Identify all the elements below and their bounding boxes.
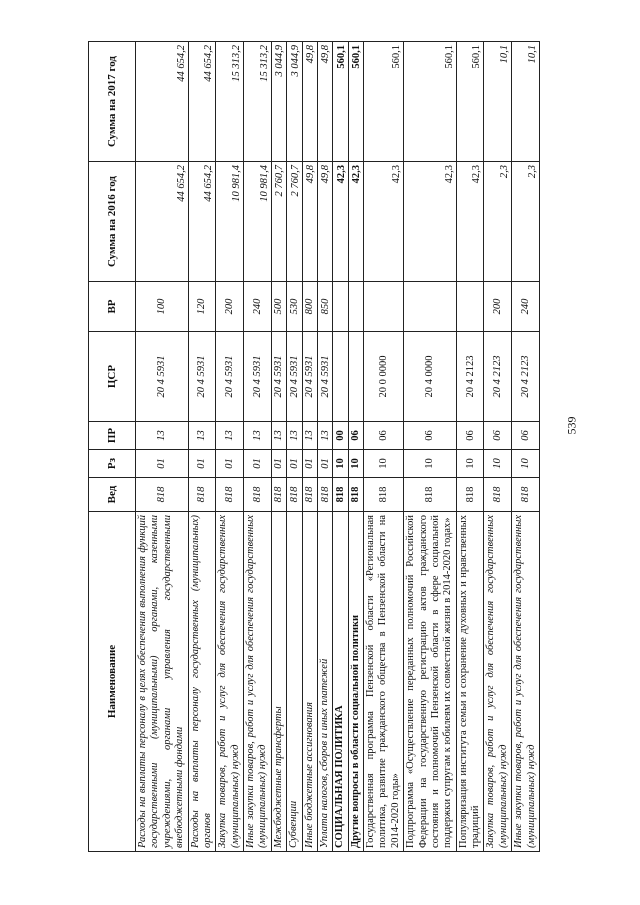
cell-vr: 530: [287, 282, 302, 332]
cell-vr: [333, 282, 348, 332]
cell-sum-2016: 49,8: [302, 162, 317, 282]
table-row: [287, 42, 302, 852]
cell-sum-2016: 10 981,4: [244, 162, 272, 282]
cell-name: Государственная программа Пензенской области «Региональная политика, развитие гражданского общества в Пензенской области на 2014-2020 годы»: [364, 512, 404, 852]
table-row: [484, 42, 512, 852]
cell-sum-2017: 560,1: [333, 42, 348, 162]
cell-sum-2016: 42,3: [404, 162, 457, 282]
cell-name: Иные закупки товаров, работ и услуг для обеспечения государственных (муниципальных) нужд: [244, 512, 272, 852]
cell-rz: 01: [188, 450, 216, 478]
cell-sum-2017: 10,1: [512, 42, 540, 162]
cell-pr: 13: [136, 422, 189, 450]
cell-sum-2016: 2,3: [484, 162, 512, 282]
cell-sum-2016: 2 760,7: [271, 162, 286, 282]
cell-sum-2017: 44 654,2: [188, 42, 216, 162]
cell-sum-2016: 42,3: [333, 162, 348, 282]
cell-csr: 20 0 0000: [364, 332, 404, 422]
cell-vr: 200: [484, 282, 512, 332]
header-pr: ПР: [89, 422, 136, 450]
cell-rz: 10: [456, 450, 484, 478]
cell-name: Популяризация института семьи и сохранение духовных и нравственных традиций: [456, 512, 484, 852]
cell-rz: 01: [136, 450, 189, 478]
table-row: [404, 42, 457, 852]
table-header-row: [89, 42, 136, 852]
cell-csr: 20 4 5931: [244, 332, 272, 422]
cell-sum-2017: 560,1: [364, 42, 404, 162]
cell-rz: 01: [287, 450, 302, 478]
cell-ved: 818: [317, 478, 332, 512]
cell-sum-2017: 15 313,2: [216, 42, 244, 162]
cell-csr: 20 4 5931: [287, 332, 302, 422]
cell-pr: 06: [404, 422, 457, 450]
header-sum-2016: Сумма на 2016 год: [89, 162, 136, 282]
cell-sum-2017: 3 044,9: [271, 42, 286, 162]
table-row: [348, 42, 363, 852]
cell-rz: 01: [271, 450, 286, 478]
cell-vr: 120: [188, 282, 216, 332]
cell-ved: 818: [188, 478, 216, 512]
cell-pr: 06: [364, 422, 404, 450]
cell-sum-2016: 42,3: [348, 162, 363, 282]
cell-ved: 818: [302, 478, 317, 512]
cell-name: Субвенции: [287, 512, 302, 852]
cell-pr: 00: [333, 422, 348, 450]
cell-pr: 13: [216, 422, 244, 450]
cell-csr: 20 4 5931: [216, 332, 244, 422]
cell-sum-2017: 49,8: [317, 42, 332, 162]
cell-vr: 850: [317, 282, 332, 332]
cell-name: Другие вопросы в области социальной политики: [348, 512, 363, 852]
table-row: [271, 42, 286, 852]
cell-vr: 200: [216, 282, 244, 332]
cell-sum-2016: 49,8: [317, 162, 332, 282]
table-row: [244, 42, 272, 852]
cell-pr: 06: [484, 422, 512, 450]
cell-name: Уплата налогов, сборов и иных платежей: [317, 512, 332, 852]
cell-ved: 818: [333, 478, 348, 512]
cell-pr: 06: [512, 422, 540, 450]
cell-vr: [364, 282, 404, 332]
cell-sum-2017: 10,1: [484, 42, 512, 162]
cell-pr: 13: [287, 422, 302, 450]
cell-name: Расходы на выплаты персоналу государственных (муниципальных) органов: [188, 512, 216, 852]
cell-sum-2016: 42,3: [364, 162, 404, 282]
cell-pr: 13: [317, 422, 332, 450]
cell-ved: 818: [216, 478, 244, 512]
table-row: [136, 42, 189, 852]
table-row: [364, 42, 404, 852]
cell-csr: 20 4 5931: [188, 332, 216, 422]
cell-vr: 800: [302, 282, 317, 332]
cell-ved: 818: [287, 478, 302, 512]
cell-vr: 100: [136, 282, 189, 332]
cell-rz: 10: [348, 450, 363, 478]
cell-vr: 240: [244, 282, 272, 332]
cell-csr: [348, 332, 363, 422]
cell-ved: 818: [244, 478, 272, 512]
cell-name: Подпрограмма «Осуществление переданных полномочий Российской Федерации на государственную регистрацию актов гражданского состояния и полномочий Пензенской области в сфере социальной поддержки супругам к юбилеям их совместной жизни в 2014-2020 годах»: [404, 512, 457, 852]
cell-rz: 10: [404, 450, 457, 478]
cell-ved: 818: [136, 478, 189, 512]
cell-csr: 20 4 2123: [512, 332, 540, 422]
cell-ved: 818: [512, 478, 540, 512]
cell-ved: 818: [364, 478, 404, 512]
cell-sum-2017: 15 313,2: [244, 42, 272, 162]
table-body: [136, 42, 540, 852]
cell-pr: 06: [456, 422, 484, 450]
table-row: [512, 42, 540, 852]
table-row: [456, 42, 484, 852]
cell-rz: 01: [244, 450, 272, 478]
table-row: [317, 42, 332, 852]
cell-ved: 818: [456, 478, 484, 512]
cell-rz: 10: [364, 450, 404, 478]
cell-sum-2017: 560,1: [456, 42, 484, 162]
cell-pr: 06: [348, 422, 363, 450]
cell-sum-2017: 44 654,2: [136, 42, 189, 162]
cell-csr: 20 4 5931: [136, 332, 189, 422]
cell-rz: 01: [216, 450, 244, 478]
cell-ved: 818: [404, 478, 457, 512]
cell-pr: 13: [302, 422, 317, 450]
cell-csr: 20 4 0000: [404, 332, 457, 422]
cell-csr: 20 4 5931: [271, 332, 286, 422]
cell-rz: 10: [333, 450, 348, 478]
cell-rz: 10: [484, 450, 512, 478]
table-row: [216, 42, 244, 852]
cell-csr: [333, 332, 348, 422]
cell-sum-2017: 49,8: [302, 42, 317, 162]
cell-sum-2016: 10 981,4: [216, 162, 244, 282]
cell-csr: 20 4 5931: [302, 332, 317, 422]
cell-ved: 818: [271, 478, 286, 512]
cell-pr: 13: [244, 422, 272, 450]
cell-vr: 500: [271, 282, 286, 332]
cell-name: Иные бюджетные ассигнования: [302, 512, 317, 852]
cell-ved: 818: [348, 478, 363, 512]
cell-vr: 240: [512, 282, 540, 332]
cell-pr: 13: [271, 422, 286, 450]
cell-name: Расходы на выплаты персоналу в целях обеспечения выполнения функций государственными (муниципальными) органами, казенными учреждениями, органами управления государственными внебюджетными фондами: [136, 512, 189, 852]
cell-vr: [348, 282, 363, 332]
cell-pr: 13: [188, 422, 216, 450]
cell-name: Закупка товаров, работ и услуг для обеспечения государственных (муниципальных) нужд: [216, 512, 244, 852]
cell-sum-2016: 42,3: [456, 162, 484, 282]
cell-sum-2016: 2,3: [512, 162, 540, 282]
cell-sum-2017: 560,1: [404, 42, 457, 162]
header-name: Наименование: [89, 512, 136, 852]
table-row: [333, 42, 348, 852]
header-vr: ВР: [89, 282, 136, 332]
header-ved: Вед: [89, 478, 136, 512]
header-rz: Рз: [89, 450, 136, 478]
cell-vr: [404, 282, 457, 332]
cell-name: Закупка товаров, работ и услуг для обеспечения государственных (муниципальных) нужд: [484, 512, 512, 852]
cell-sum-2017: 560,1: [348, 42, 363, 162]
cell-rz: 01: [317, 450, 332, 478]
cell-sum-2016: 44 654,2: [136, 162, 189, 282]
header-sum-2017: Сумма на 2017 год: [89, 42, 136, 162]
cell-rz: 10: [512, 450, 540, 478]
cell-csr: 20 4 2123: [456, 332, 484, 422]
table-row: [188, 42, 216, 852]
cell-name: СОЦИАЛЬНАЯ ПОЛИТИКА: [333, 512, 348, 852]
header-csr: ЦСР: [89, 332, 136, 422]
table-row: [302, 42, 317, 852]
rotated-page-content: [88, 42, 558, 852]
cell-sum-2017: 3 044,9: [287, 42, 302, 162]
cell-vr: [456, 282, 484, 332]
cell-ved: 818: [484, 478, 512, 512]
cell-name: Межбюджетные трансферты: [271, 512, 286, 852]
page-number: 539: [564, 416, 579, 435]
budget-table: [88, 41, 540, 852]
cell-rz: 01: [302, 450, 317, 478]
cell-csr: 20 4 5931: [317, 332, 332, 422]
cell-sum-2016: 2 760,7: [287, 162, 302, 282]
cell-name: Иные закупки товаров, работ и услуг для обеспечения государственных (муниципальных) нужд: [512, 512, 540, 852]
cell-sum-2016: 44 654,2: [188, 162, 216, 282]
cell-csr: 20 4 2123: [484, 332, 512, 422]
